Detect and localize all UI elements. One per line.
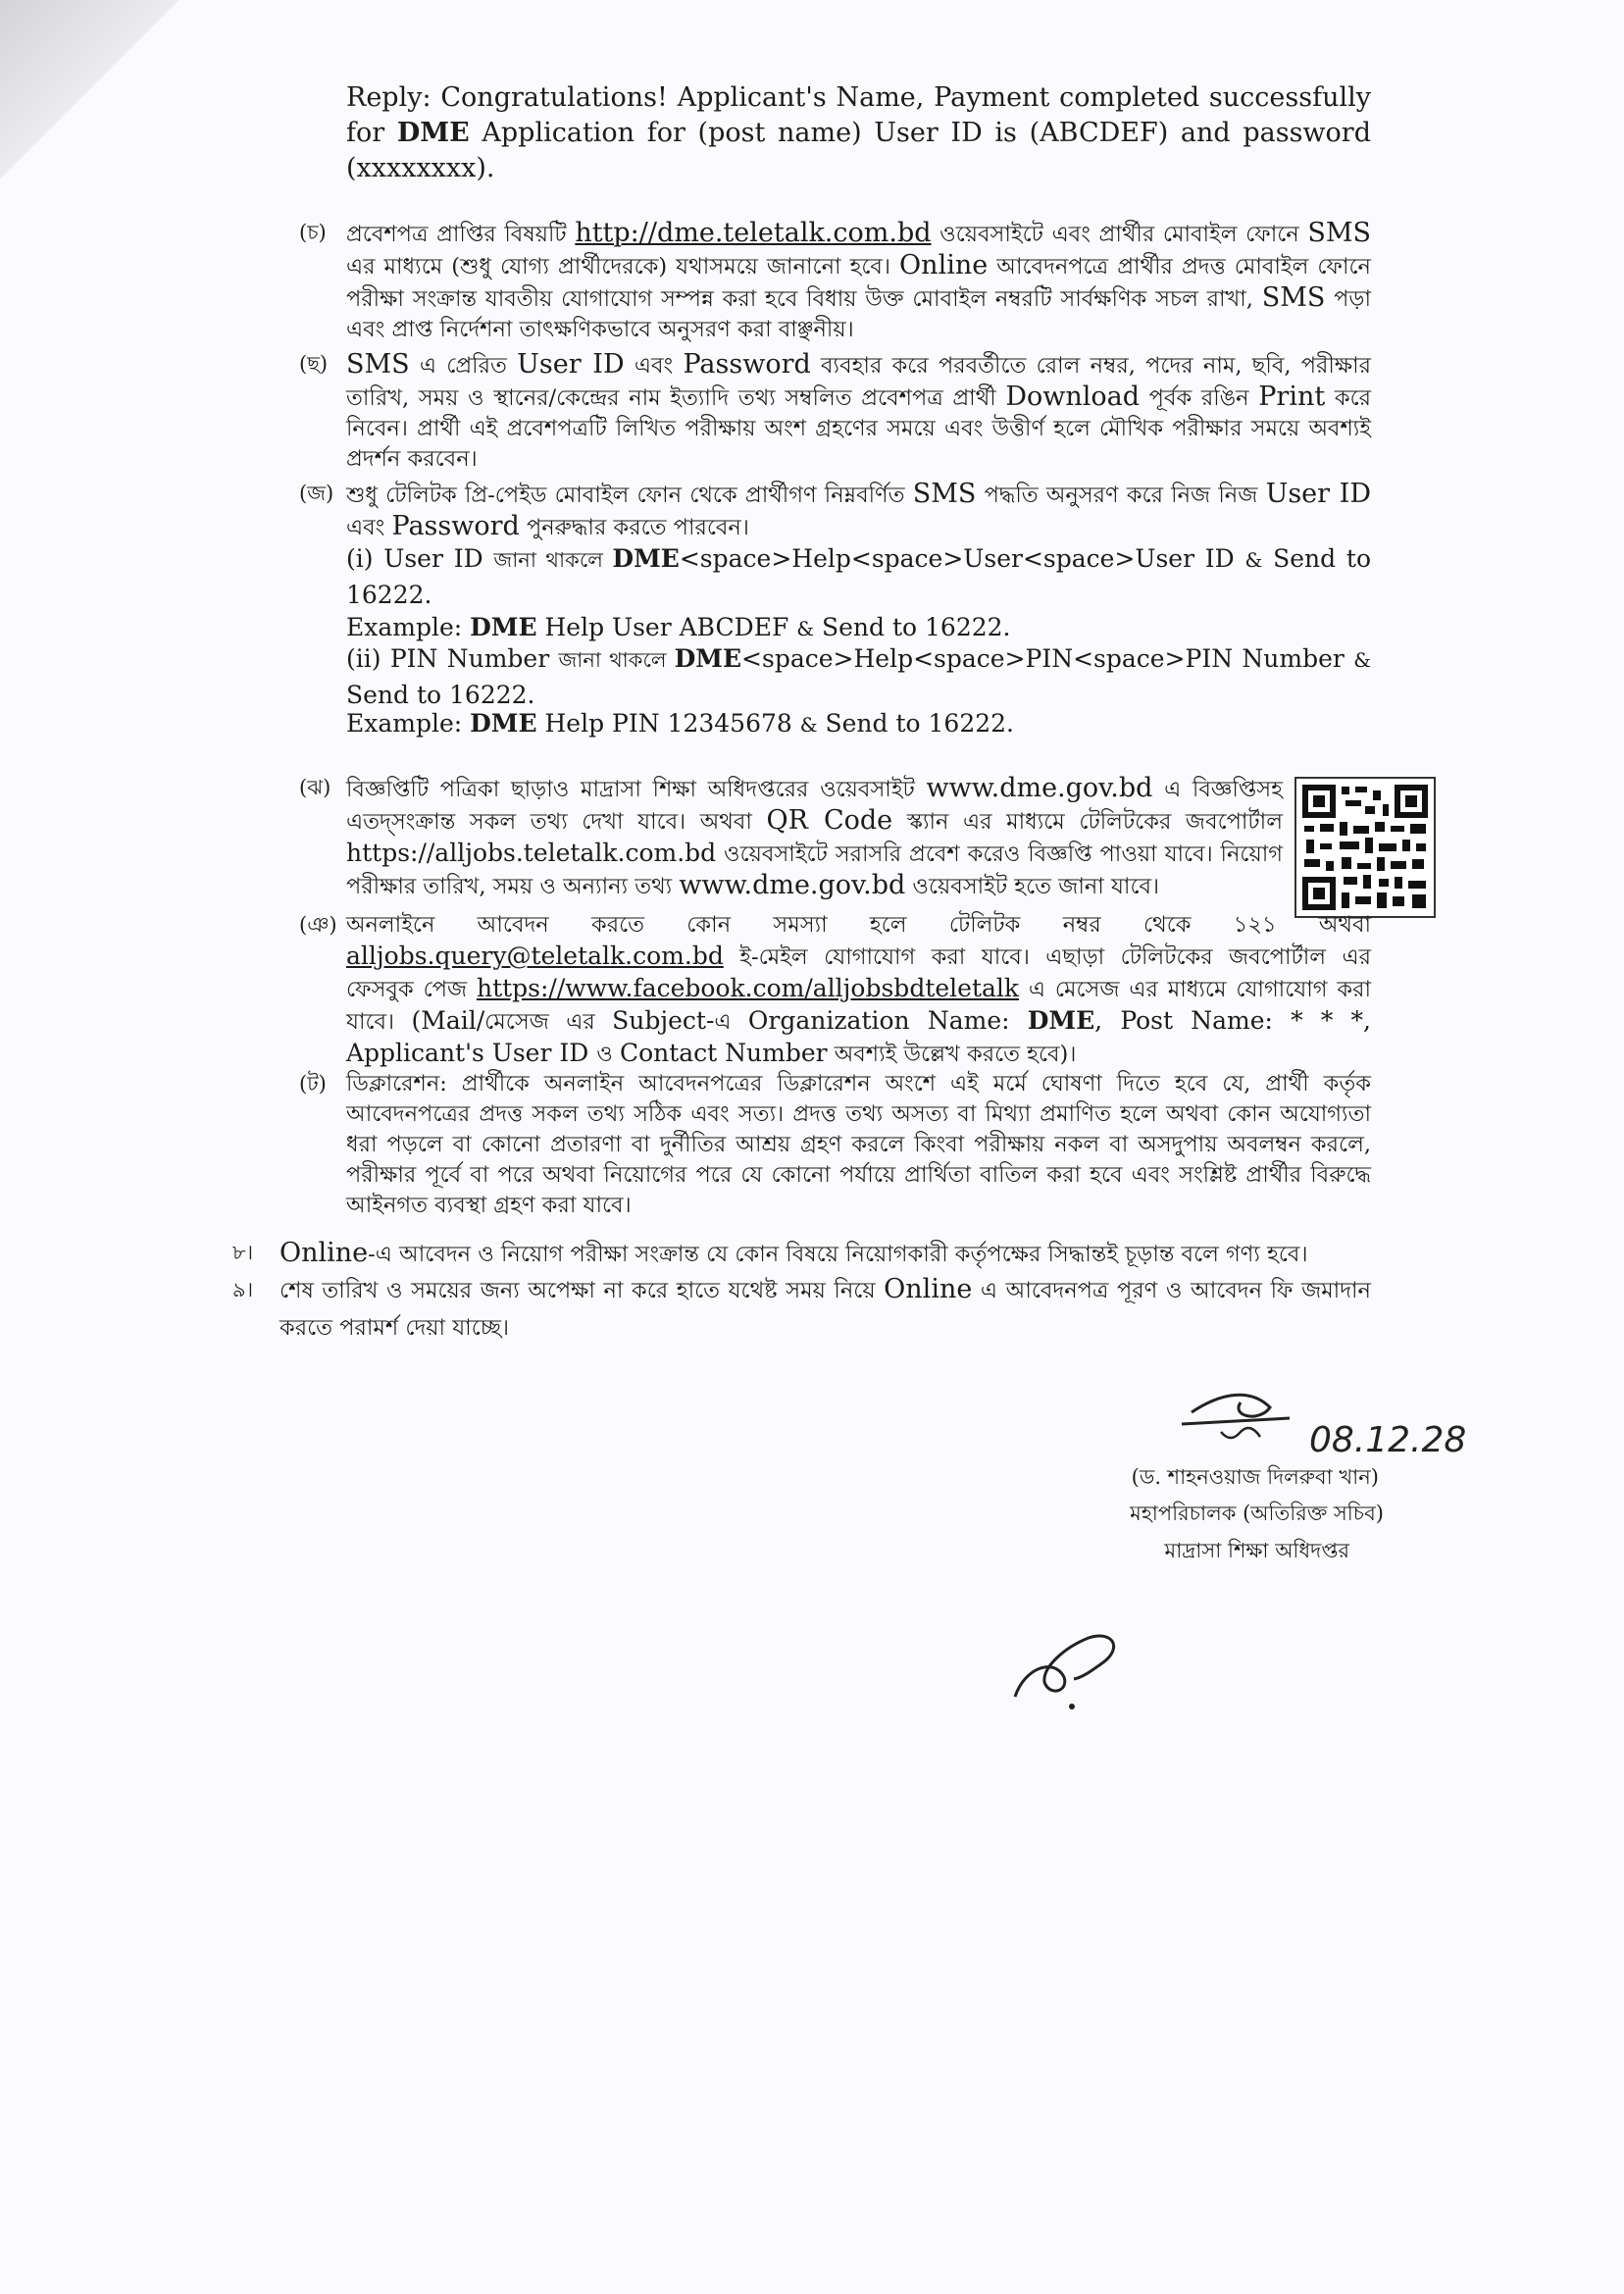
ja-i-d: <space>Help<space>User<space>User ID: [679, 544, 1245, 573]
ja-i-dme: DME: [612, 544, 680, 573]
cha-sms-2: SMS: [1261, 282, 1326, 313]
sms-userid-instruction: [346, 541, 1371, 612]
nya-m9: Contact Number: [619, 1039, 828, 1067]
signature-scribble: [1162, 1383, 1467, 1471]
jha-qr-text: QR Code: [766, 805, 893, 836]
chha-userid: User ID: [517, 349, 625, 380]
chha-text-5: করে নিবেন। প্রার্থী এই প্রবেশপত্রটি লিখিত পরীক্ষায় অংশ গ্রহণের সময়ে এবং উত্তীর্ণ হলে মৌখিক পরীক্ষার সময়ে অবশ্যই প্রদর্শন করবেন।: [346, 385, 1371, 472]
ex1-e: Send to 16222.: [814, 613, 1011, 641]
reply-message: [346, 80, 1371, 186]
jha-text-5: ওয়েবসাইট হতে জানা যাবে।: [905, 874, 1160, 899]
qr-code[interactable]: [1294, 777, 1436, 918]
ex2-e: Send to 16222.: [817, 709, 1015, 738]
item-number: (ছ): [299, 352, 329, 376]
jha-text-1: বিজ্ঞপ্তিটি পত্রিকা ছাড়াও মাদ্রাসা শিক্ষা অধিদপ্তরের ওয়েবসাইট: [346, 777, 927, 802]
ex2-amp: &: [799, 713, 818, 737]
instruction-jha: [299, 773, 1283, 902]
ja-ii-amp: &: [1353, 648, 1371, 672]
ja-password: Password: [391, 511, 520, 541]
jha-text-4: ওয়েবসাইটে সরাসরি প্রবেশ করেও বিজ্ঞপ্তি পাওয়া যাবে। নিয়োগ পরীক্ষার তারিখ, সময় ও অন্যান্য তথ্য: [346, 841, 1283, 899]
cha-text-4: আবেদনপত্রে প্রার্থীর প্রদত্ত মোবাইল ফোনে পরীক্ষা সংক্রান্ত যাবতীয় যোগাযোগ সম্পন্ন করা হবে বিধায় উক্ত মোবাইল নম্বরটি সার্বক্ষণিক সচল রাখা,: [346, 254, 1371, 312]
facebook-page-link[interactable]: https://www.facebook.com/alljobsbdteletalk: [476, 974, 1020, 1002]
item-number: (ট): [299, 1072, 327, 1096]
jha-text-3: স্ক্যান এর মাধ্যমে টেলিটকের জবপোর্টাল: [892, 809, 1283, 835]
ex2-a: Example:: [346, 709, 471, 738]
ja-ii-dme: DME: [674, 644, 742, 673]
jha-text-2: এ বিজ্ঞপ্তিসহ এতদ্সংক্রান্ত সকল তথ্য দেখা যাবে। অথবা: [346, 777, 1283, 835]
point-number: ৮।: [232, 1241, 254, 1264]
nya-m8: ও: [596, 1042, 620, 1067]
admit-card-link[interactable]: http://dme.teletalk.com.bd: [575, 218, 932, 248]
alljobs-link[interactable]: https://alljobs.teletalk.com.bd: [346, 839, 717, 867]
nya-m4: এ: [714, 1009, 748, 1035]
support-email-link[interactable]: alljobs.query@teletalk.com.bd: [346, 942, 724, 970]
ja-ii-a: (ii) PIN Number: [346, 644, 559, 673]
nya-m5: Organization Name:: [747, 1006, 1028, 1035]
sms-pin-instruction: [346, 641, 1371, 712]
point9-text-2: এ আবেদনপত্র পূরণ ও আবেদন ফি জমাদান করতে পরামর্শ দেয়া যাচ্ছে।: [279, 1278, 1371, 1341]
point8-text: -এ আবেদন ও নিয়োগ পরীক্ষা সংক্রান্ত যে কোন বিষয়ে নিয়োগকারী কর্তৃপক্ষের সিদ্ধান্তই চূড়ান্ত বলে গণ্য হবে।: [368, 1242, 1308, 1267]
instruction-chha: [299, 349, 1371, 475]
ex2-dme: DME: [470, 709, 537, 738]
ja-ii-b: জানা থাকলে: [558, 648, 675, 672]
point-8: [232, 1238, 1371, 1270]
chha-text-4: পূর্বক রঙিন: [1140, 385, 1259, 411]
ja-sms: SMS: [912, 479, 977, 509]
cha-text-1: প্রবেশপত্র প্রাপ্তির বিষয়টি: [346, 222, 576, 247]
ex1-dme: DME: [470, 613, 537, 641]
point9-text-1: শেষ তারিখ ও সময়ের জন্য অপেক্ষা না করে হাতে যথেষ্ট সময় নিয়ে: [279, 1278, 885, 1303]
ja-i-f: Send to 16222.: [346, 544, 1371, 609]
signatory-designation: মহাপরিচালক (অতিরিক্ত সচিব): [1130, 1502, 1384, 1525]
instruction-cha: [299, 218, 1372, 345]
nya-m10: অবশ্যই উল্লেখ করতে হবে)।: [827, 1042, 1077, 1067]
point8-online: Online: [279, 1238, 369, 1268]
ex2-c: Help PIN 12345678: [536, 709, 800, 738]
ja-text-2: পদ্ধতি অনুসরণ করে নিজ নিজ: [976, 483, 1266, 508]
cha-text-3: এর মাধ্যমে (শুধু যোগ্য প্রার্থীদেরকে) যথাসময়ে জানানো হবে।: [346, 254, 900, 280]
instruction-ta-declaration: [299, 1069, 1371, 1221]
chha-download: Download: [1005, 382, 1141, 412]
nya-m6: DME: [1027, 1006, 1095, 1035]
ja-text-3: এবং: [346, 515, 392, 540]
sms-pin-example: [346, 706, 1371, 742]
ja-i-amp: &: [1244, 548, 1263, 572]
ja-i-b: জানা থাকলে: [493, 548, 613, 572]
ja-text-1: শুধু টেলিটক প্রি-পেইড মোবাইল ফোন থেকে প্রার্থীগণ নিম্নবর্ণিত: [346, 483, 913, 508]
ja-ii-f: Send to 16222.: [346, 681, 535, 709]
cha-online: Online: [899, 250, 989, 280]
ja-ii-d: <space>Help<space>PIN<space>PIN Number: [741, 644, 1354, 673]
qr-code-icon: [1296, 779, 1434, 916]
nya-text-2: ই-মেইল যোগাযোগ করা যাবে। এছাড়া টেলিটকের জবপোর্টাল এর ফেসবুক পেজ: [346, 944, 1371, 1002]
nya-m7: , Post Name: * * *, Applicant's User ID: [346, 1006, 1371, 1067]
instruction-ja: [299, 479, 1371, 543]
ex1-a: Example:: [346, 613, 471, 641]
chha-text-2: এবং: [624, 353, 684, 379]
item-number: (ঞ): [299, 913, 337, 937]
item-number: (ঝ): [299, 776, 331, 799]
chha-password: Password: [683, 349, 811, 380]
signatory-office: মাদ্রাসা শিক্ষা অধিদপ্তর: [1164, 1539, 1349, 1562]
ta-text: ডিক্লারেশন: প্রার্থীকে অনলাইন আবেদনপত্রের ডিক্লারেশন অংশে এই মর্মে ঘোষণা দিতে হবে যে, প্রার্থী কর্তৃক আবেদনপত্রের প্রদত্ত সকল তথ্য সঠিক এবং সত্য। প্রদত্ত তথ্য অসত্য বা মিথ্যা প্রমাণিত হলে অথবা কোন অযোগ্যতা ধরা পড়লে বা কোনো প্রতারণা বা দুর্নীতির আশ্রয় গ্রহণ করলে কিংবা পরীক্ষায় নকল বা অসদুপায় অবলম্বন করলে, পরীক্ষার পূর্বে বা পরে অথবা নিয়োগের পরে যে কোনো পর্যায়ে প্রার্থিতা বাতিল করা হবে এবং সংশ্লিষ্ট প্রার্থীর বিরুদ্ধে আইনগত ব্যবস্থা গ্রহণ করা যাবে।: [346, 1071, 1371, 1218]
nya-m1: (Mail/: [411, 1006, 485, 1035]
dme-website-link[interactable]: www.dme.gov.bd: [926, 773, 1153, 803]
cha-text-2: ওয়েবসাইটে এবং প্রার্থীর মোবাইল ফোনে: [931, 222, 1308, 247]
point-number: ৯।: [232, 1278, 254, 1301]
cha-sms: SMS: [1307, 218, 1371, 248]
ex1-amp: &: [796, 617, 815, 640]
chha-print: Print: [1258, 382, 1326, 412]
signature-date: 08.12.28: [1309, 1420, 1467, 1460]
reply-dme: DME: [396, 118, 470, 148]
ex1-c: Help User ABCDEF: [536, 613, 797, 641]
point-9: [232, 1271, 1371, 1347]
nya-m3: Subject-: [612, 1006, 715, 1035]
nya-text-1: অনলাইনে আবেদন করতে কোন সমস্যা হলে টেলিটক নম্বর থেকে ১২১ অথবা: [346, 912, 1371, 938]
item-number: (জ): [299, 482, 334, 505]
ja-i-a: (i) User ID: [346, 544, 494, 573]
chha-sms: SMS: [346, 349, 410, 380]
reply-label: Reply:: [346, 82, 431, 113]
ja-userid: User ID: [1265, 479, 1371, 509]
ja-text-4: পুনরুদ্ধার করতে পারবেন।: [519, 515, 749, 540]
initial-scribble: [1005, 1618, 1133, 1716]
chha-text-1: এ প্রেরিত: [409, 353, 518, 379]
reply-text-2: Application for (post name) User ID is (ABCDEF) and password (xxxxxxxx).: [346, 118, 1371, 183]
reply-text: Congratulations! Applicant's Name, Payment completed successfully for: [346, 82, 1371, 148]
instruction-nya: [299, 910, 1371, 1070]
point9-online: Online: [884, 1274, 973, 1304]
nya-m2: মেসেজ এর: [484, 1009, 613, 1035]
item-number: (চ): [299, 221, 327, 244]
chha-text-3: ব্যবহার করে পরবর্তীতে রোল নম্বর, পদের নাম, ছবি, পরীক্ষার তারিখ, সময় ও স্থানের/কেন্দ্রের নাম ইত্যাদি তথ্য সম্বলিত প্রবেশপত্র প্রার্থী: [346, 353, 1371, 411]
nya-text-3: এ মেসেজ এর মাধ্যমে যোগাযোগ করা যাবে।: [346, 977, 1371, 1035]
signatory-name: (ড. শাহনওয়াজ দিলরুবা খান): [1131, 1465, 1379, 1489]
dme-website-link-2[interactable]: www.dme.gov.bd: [679, 870, 906, 900]
cha-text-5: পড়া এবং প্রাপ্ত নির্দেশনা তাৎক্ষণিকভাবে অনুসরণ করা বাঞ্ছনীয়।: [346, 286, 1372, 342]
